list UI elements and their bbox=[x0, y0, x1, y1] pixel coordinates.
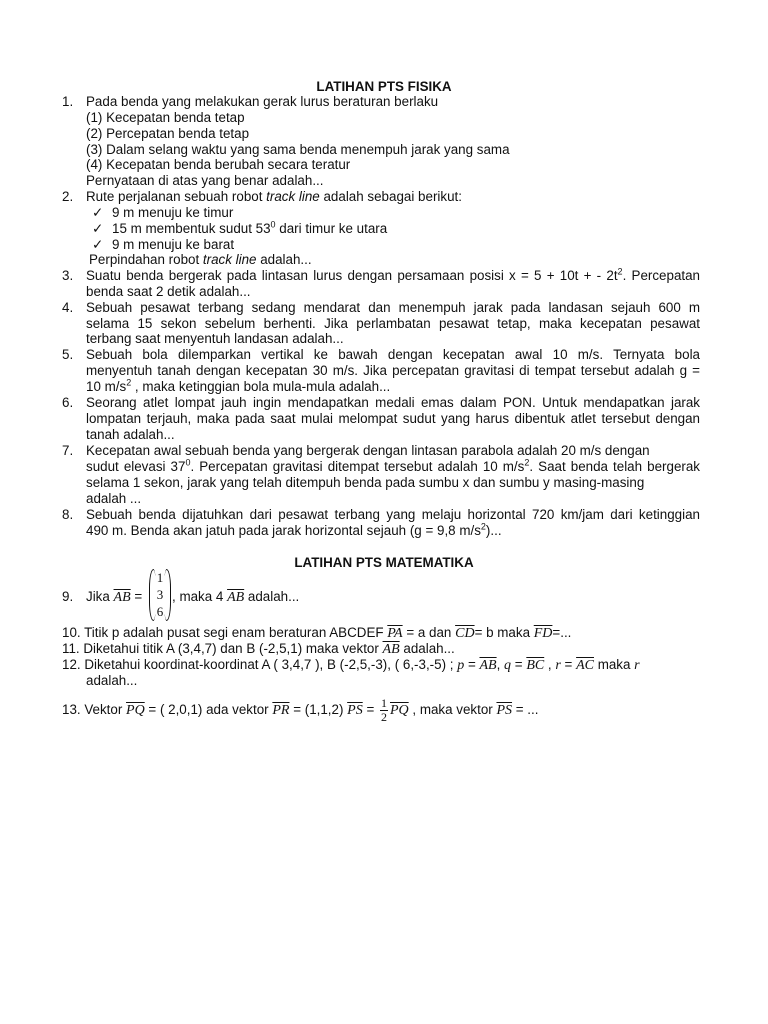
q1-option-1: (1) Kecepatan benda tetap bbox=[86, 110, 245, 125]
question-12-line-2: adalah... bbox=[86, 673, 138, 688]
check-icon: ✓ bbox=[92, 221, 104, 236]
question-1: 1. Pada benda yang melakukan gerak lurus beraturan berlaku bbox=[62, 94, 439, 109]
question-13: 13. Vektor $\overline{PQ}$ = ( 2,0,1) ada vektor $\overline{PR} = (1,1,2) \overline{PS}$ = $\frac{1}{2}$ $\overline{PQ}$ , maka vektor $\overline{PS}$ = ... bbox=[62, 696, 539, 724]
fisika-title: LATIHAN PTS FISIKA bbox=[316, 79, 452, 94]
question-6-line-3: tanah adalah... bbox=[86, 427, 175, 442]
question-5-line-2: menyentuh tanah dengan kecepatan 30 m/s. Jika percepatan gravitasi di tempat tersebut adalah g = bbox=[86, 363, 700, 378]
question-8-num: 8. bbox=[62, 507, 74, 522]
question-7-num: 7. bbox=[62, 443, 74, 458]
check-icon: ✓ bbox=[92, 205, 104, 220]
q1-option-2: (2) Percepatan benda tetap bbox=[86, 126, 250, 141]
question-3-line-1: Suatu benda bergerak pada lintasan lurus dengan persamaan posisi x = 5 + 10t + - $2t^2$. Percepatan bbox=[86, 266, 701, 283]
question-6-line-1: Seorang atlet lompat jauh ingin mendapatkan medali emas dalam PON. Untuk mendapatkan jarak bbox=[86, 395, 700, 410]
question-6-line-2: lompatan terjauh, maka pada saat mulai melompat sudut yang harus dibentuk atlet tersebut dengan bbox=[86, 411, 700, 426]
question-4-line-2: selama 15 sekon sebelum berhenti. Jika perlambatan pesawat tetap, maka kecepatan pesawat bbox=[86, 316, 700, 331]
question-7-line-3: selama 1 sekon, jarak yang telah ditempuh benda pada sumbu x dan sumbu y masing-masing bbox=[86, 475, 645, 490]
question-9-tail: , maka 4 $\overline{AB}$ adalah... bbox=[172, 589, 300, 605]
q2-bullet-3: 9 m menuju ke barat bbox=[112, 237, 235, 252]
question-3-num: 3. bbox=[62, 268, 74, 283]
matematika-title: LATIHAN PTS MATEMATIKA bbox=[294, 555, 474, 570]
question-8-line-2: 490 m. Benda akan jatuh pada jarak horizontal sejauh (g = 9,8 $m/s^2$)... bbox=[86, 521, 502, 538]
check-icon: ✓ bbox=[92, 237, 104, 252]
fraction-one-half: $\frac{1}{2}$ bbox=[380, 696, 387, 724]
q2-closing: Perpindahan robot track line adalah... bbox=[89, 252, 312, 267]
q1-option-4: (4) Kecepatan benda berubah secara teratur bbox=[86, 157, 351, 172]
question-10: 10. Titik p adalah pusat segi enam beraturan ABCDEF $\overline{PA} = a$ dan $\overline{CD}= b$ maka $\overline{FD}=$... bbox=[62, 625, 572, 641]
question-2: 2. Rute perjalanan sebuah robot track line adalah sebagai berikut: bbox=[62, 189, 462, 204]
q1-closing: Pernyataan di atas yang benar adalah... bbox=[86, 173, 324, 188]
question-8-line-1: Sebuah benda dijatuhkan dari pesawat terbang yang melaju horizontal 720 km/jam dari ketinggian bbox=[86, 507, 700, 522]
question-7-line-4: adalah ... bbox=[86, 491, 142, 506]
question-4-line-3: terbang saat menyentuh landasan adalah... bbox=[86, 331, 344, 346]
column-vector-matrix: 1 3 6 bbox=[149, 569, 171, 621]
question-4-line-1: Sebuah pesawat terbang sedang mendarat dan menempuh jarak pada landasan sejauh 600 m bbox=[86, 300, 700, 315]
q1-option-3: (3) Dalam selang waktu yang sama benda menempuh jarak yang sama bbox=[86, 142, 510, 157]
right-paren bbox=[164, 569, 171, 621]
question-7-line-1: Kecepatan awal sebuah benda yang bergerak dengan lintasan parabola adalah 20 m/s dengan bbox=[86, 443, 650, 458]
question-12: 12. Diketahui koordinat-koordinat A ( 3,4,7 ), B (-2,5,-3), ( 6,-3,-5) ; $p = \overline{AB}$, $q = \overline{BC}$ , $r = \overline{AC}$ maka r bbox=[62, 657, 640, 673]
question-5-line-3: 10 $m/s^2$ , maka ketinggian bola mula-mula adalah... bbox=[86, 377, 391, 394]
question-3-line-2: benda saat 2 detik adalah... bbox=[86, 284, 251, 299]
question-9: 9. Jika $\overline{AB}$ = bbox=[62, 589, 143, 605]
question-4-num: 4. bbox=[62, 300, 74, 315]
question-11: 11. Diketahui titik A (3,4,7) dan B (-2,5,1) maka vektor $\overline{AB}$ adalah... bbox=[62, 641, 455, 657]
q2-bullet-1: 9 m menuju ke timur bbox=[112, 205, 234, 220]
question-6-num: 6. bbox=[62, 395, 74, 410]
question-5-num: 5. bbox=[62, 347, 74, 362]
question-7-line-2: sudut elevasi $37^0$. Percepatan gravitasi ditempat tersebut adalah 10 $m/s^2$. Saat benda telah bergerak bbox=[86, 457, 700, 474]
q2-bullet-2: 15 m membentuk sudut $53^0$ dari timur ke utara bbox=[112, 219, 388, 236]
question-5-line-1: Sebuah bola dilemparkan vertikal ke bawah dengan kecepatan awal 10 m/s. Ternyata bola bbox=[86, 347, 700, 362]
